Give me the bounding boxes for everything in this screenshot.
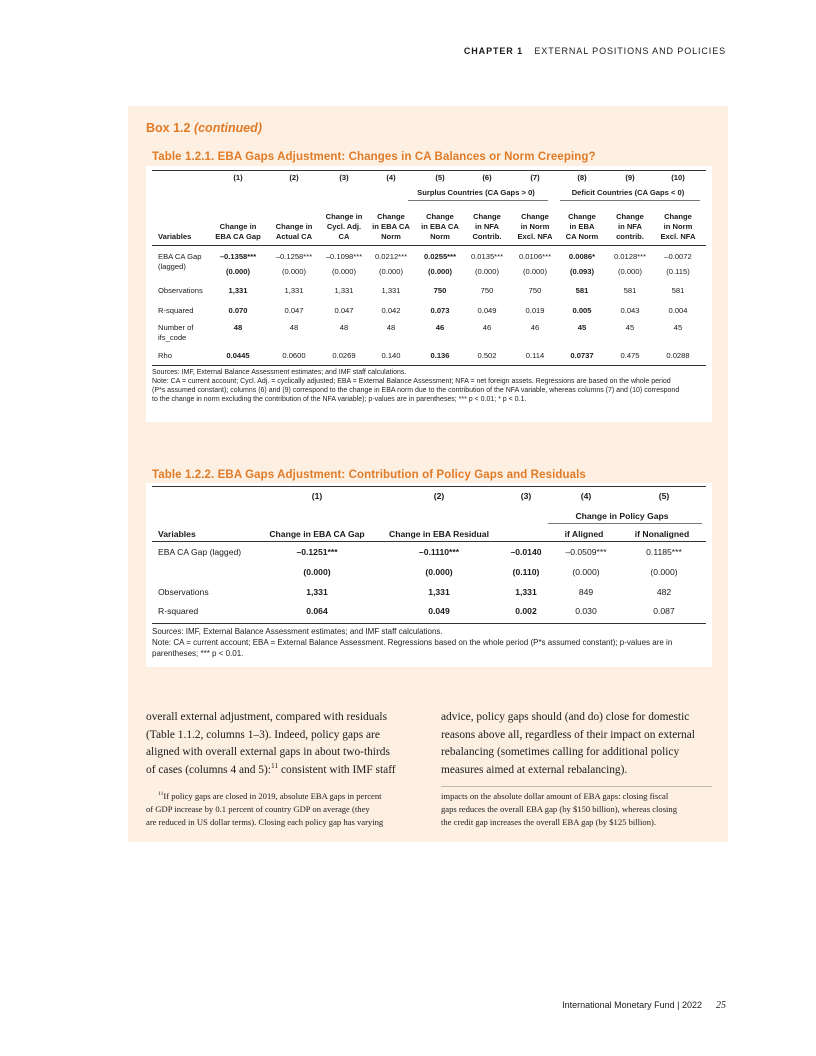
table1-col-head-line: Excl. NFA <box>660 232 696 241</box>
table1-row-label-line: ifs_code <box>158 333 187 342</box>
footnote-line <box>146 790 422 803</box>
table1-cell: 0.043 <box>620 306 640 315</box>
table1-cell: 0.0600 <box>282 351 306 360</box>
table2-title: Table 1.2.2. EBA Gaps Adjustment: Contribution of Policy Gaps and Residuals <box>152 469 586 481</box>
table1-col-number: (1) <box>233 173 243 182</box>
table1-col-head-line: Actual CA <box>275 232 313 241</box>
table1-cell: 0.0269 <box>332 351 356 360</box>
table1-col-head-line: Change <box>377 212 405 221</box>
table1-cell: 581 <box>623 286 637 295</box>
table1-row-label-line: R-squared <box>158 306 194 315</box>
footnote-left <box>146 790 422 828</box>
table1-col-head-line: in NFA <box>617 222 643 231</box>
table2-cell: –0.0509*** <box>565 547 607 557</box>
footnote-text: If policy gaps are closed in 2019, absolute EBA gaps in percent <box>163 791 382 801</box>
table2-cell: –0.1251*** <box>296 547 338 557</box>
table1-note-line: (P*s assumed constant); columns (6) and (9) correspond to the change in EBA norm due to the contribution of the NFA variable, whereas columns (7) and (10) correspond <box>152 386 680 394</box>
table1-cell: 0.0086* <box>568 252 596 261</box>
table1-col-number: (4) <box>386 173 396 182</box>
body-line: overall external adjustment, compared with residuals <box>146 711 388 723</box>
table1-row-label <box>158 351 172 361</box>
table1-cell: 1,331 <box>284 286 304 295</box>
table1-col-head-line: Change in <box>325 212 363 221</box>
table1-note <box>152 378 712 404</box>
footnote-ref[interactable]: 11 <box>270 760 279 770</box>
table1-col-head-line: Change <box>473 212 501 221</box>
table1-cell: 48 <box>233 323 243 332</box>
table1-col-head-line: in EBA CA <box>372 222 410 231</box>
body-line: (Table 1.1.2, columns 1–3). Indeed, policy gaps are <box>146 728 380 741</box>
table1-cell: 0.0135*** <box>470 252 504 261</box>
table2-col-head: Change in EBA CA Gap <box>269 529 365 539</box>
table1-col-number: (7) <box>530 173 540 182</box>
table1-col-head-line: contrib. <box>616 232 644 241</box>
table1-cell: 0.042 <box>381 306 401 315</box>
table1-col-head-line: in EBA <box>569 222 595 231</box>
table2-cell: (0.110) <box>512 567 540 577</box>
table1-cell: 0.114 <box>525 351 545 360</box>
table2-col-number: (5) <box>658 491 670 501</box>
table1-cell: 0.140 <box>381 351 401 360</box>
table1-cell: 0.004 <box>668 306 688 315</box>
table2-cell: 482 <box>656 587 672 597</box>
table1-cell: –0.1098*** <box>325 252 363 261</box>
table1-bottom-rule <box>152 365 706 366</box>
table1-cell: 45 <box>625 323 635 332</box>
table1-cell: –0.1358*** <box>219 252 257 261</box>
table1-col-head-line: in EBA CA <box>421 222 459 231</box>
table1-col-number: (10) <box>671 173 685 182</box>
footnote-line: impacts on the absolute dollar amount of EBA gaps: closing fiscal <box>441 791 669 801</box>
table2-cell: 1,331 <box>428 587 450 597</box>
table2-cell: (0.000) <box>303 567 331 577</box>
table1-col-number: (8) <box>577 173 587 182</box>
table1-col-number: (3) <box>339 173 349 182</box>
table1-cell: (0.093) <box>569 267 595 276</box>
table2-row-label: EBA CA Gap (lagged) <box>158 547 242 557</box>
table2-col-head: Change in EBA Residual <box>389 529 489 539</box>
box-title-main: Box 1.2 <box>146 121 194 135</box>
table2-panel <box>146 483 712 667</box>
table2-cell: 0.049 <box>428 606 450 616</box>
table1-col-head-line: Change <box>426 212 454 221</box>
table1-variables-label: Variables <box>158 232 192 241</box>
table2-top-rule <box>152 486 706 487</box>
table1-cell: 46 <box>435 323 445 332</box>
table1-col-head-line: Change <box>664 212 692 221</box>
table1-top-rule <box>152 170 706 171</box>
table1-col-head-line: Change in <box>275 222 313 231</box>
table1-note-line: Note: CA = current account; Cycl. Adj. = cyclically adjusted; EBA = External Balance Assessment; NFA = net foreign assets. Regressions are based on the whole period <box>152 378 671 385</box>
table2-col-number: (4) <box>580 491 592 501</box>
table1-col-head <box>366 212 416 242</box>
table1-cell: (0.000) <box>427 267 453 276</box>
table1-group-surplus: Surplus Countries (CA Gaps > 0) <box>417 188 535 197</box>
table1-note-line: to the change in norm excluding the contribution of the NFA variable); p-values are in parentheses; *** p < 0.01; * p < 0.1. <box>152 395 527 403</box>
section-label: EXTERNAL POSITIONS AND POLICIES <box>534 46 726 56</box>
table1-col-head-line: Change <box>616 212 644 221</box>
table1-col-head <box>605 212 655 242</box>
table1-col-head-line: Contrib. <box>472 232 502 241</box>
table2-col-number: (1) <box>311 491 323 501</box>
table2-cell: –0.1110*** <box>418 547 460 557</box>
table2-note-line: Note: CA = current account; EBA = External Balance Assessment. Regressions based on the whole period (P*s assumed constant); p-values are in <box>152 638 673 647</box>
table1-cell: 0.073 <box>430 306 450 315</box>
table1-head-rule <box>152 245 706 246</box>
table1-col-number: (9) <box>625 173 635 182</box>
footnote-rule <box>441 786 712 787</box>
table2-cell: 849 <box>578 587 594 597</box>
table1-cell: 0.136 <box>430 351 450 360</box>
table1-cell: 581 <box>671 286 685 295</box>
table1-cell: 45 <box>577 323 587 332</box>
table1-cell: (0.000) <box>331 267 357 276</box>
table1-cell: (0.115) <box>666 267 690 276</box>
footnote-right <box>441 790 717 828</box>
table1-col-head-line: Excl. NFA <box>517 232 553 241</box>
table1-cell: 0.070 <box>228 306 248 315</box>
body-right-column <box>441 709 716 779</box>
table1-row-label-line: Number of <box>158 323 194 332</box>
table2-bottom-rule <box>152 623 706 624</box>
table1-group-deficit: Deficit Countries (CA Gaps < 0) <box>571 188 685 197</box>
chapter-label: CHAPTER 1 <box>463 46 523 56</box>
footnote-line: the credit gap increases the overall EBA gap (by $125 billion). <box>441 816 657 827</box>
footnote-line: gaps reduces the overall EBA gap (by $150 billion), whereas closing <box>441 803 678 814</box>
table1-group-deficit-rule <box>560 200 700 201</box>
table1-cell: (0.000) <box>617 267 643 276</box>
table2-cell: 0.002 <box>515 606 537 616</box>
table1-row-label-line: (lagged) <box>158 262 186 271</box>
table1-cell: (0.000) <box>474 267 500 276</box>
table1-row-label <box>158 306 193 316</box>
page-footer <box>562 1000 726 1011</box>
table1-cell: 0.019 <box>525 306 545 315</box>
table1-cell: 0.502 <box>477 351 497 360</box>
table2-head-rule <box>152 541 706 542</box>
table2-variables-label: Variables <box>158 529 196 539</box>
table1-col-head-line: in Norm <box>520 222 550 231</box>
table1-row-label <box>158 286 203 296</box>
table2-cell: (0.000) <box>650 567 678 577</box>
table1-col-head <box>557 212 607 242</box>
table1-cell: (0.000) <box>378 267 404 276</box>
table1-cell: 1,331 <box>381 286 401 295</box>
table1-cell: 46 <box>482 323 492 332</box>
table1-cell: 0.047 <box>284 306 304 315</box>
table1-cell: –0.0072 <box>664 252 692 261</box>
table1-col-head-line: Change in <box>219 222 257 231</box>
table2-cell: (0.000) <box>572 567 600 577</box>
table2-cell: 0.064 <box>306 606 328 616</box>
table2-sources: Sources: IMF, External Balance Assessment estimates; and IMF staff calculations. <box>152 627 443 636</box>
table1-col-head <box>510 212 560 242</box>
running-head <box>464 46 726 56</box>
body-line-with-ref <box>146 762 418 780</box>
table2-cell: 1,331 <box>515 587 537 597</box>
table1-cell: 0.0106*** <box>518 252 552 261</box>
table1-cell: 46 <box>530 323 540 332</box>
table1-col-head <box>415 212 465 242</box>
table2-cell: 0.087 <box>653 606 675 616</box>
table1-cell: 0.049 <box>477 306 497 315</box>
publisher-line: International Monetary Fund | 2022 <box>562 1000 702 1010</box>
table1-col-head <box>213 222 263 242</box>
table1-cell: 0.475 <box>620 351 640 360</box>
table1-col-head-line: Norm <box>430 232 450 241</box>
table1-cell: 0.0212*** <box>374 252 408 261</box>
body-line: advice, policy gaps should (and do) close for domestic <box>441 711 690 723</box>
table2-col-number: (3) <box>520 491 532 501</box>
table1-col-head-line: CA Norm <box>565 232 599 241</box>
table2-cell: 1,331 <box>306 587 328 597</box>
table1-row-label-line: EBA CA Gap <box>158 252 202 261</box>
table1-col-head-line: Change <box>521 212 549 221</box>
page-number: 25 <box>716 1000 726 1011</box>
table1-sources: Sources: IMF, External Balance Assessment estimates; and IMF staff calculations. <box>152 369 407 376</box>
footnote-line: are reduced in US dollar terms). Closing each policy gap has varying <box>146 816 384 827</box>
body-line: reasons above all, regardless of their impact on external <box>441 728 695 741</box>
table1-cell: 1,331 <box>334 286 354 295</box>
table1-row-label-line: Observations <box>158 286 203 295</box>
table1-cell: 45 <box>673 323 683 332</box>
table2-cell: –0.0140 <box>510 547 542 557</box>
table1-col-head-line: Change <box>568 212 596 221</box>
table1-col-head <box>319 212 369 242</box>
table1-cell: 1,331 <box>228 286 248 295</box>
table1-col-head <box>462 212 512 242</box>
body-line: of cases (columns 4 and 5): <box>146 763 271 776</box>
footnote-line: of GDP increase by 0.1 percent of country GDP on average (they <box>146 803 370 814</box>
table1-row-label <box>158 252 201 272</box>
body-left-column <box>146 709 418 779</box>
table1-col-head-line: Cycl. Adj. <box>326 222 362 231</box>
table2-cell: 0.030 <box>575 606 597 616</box>
table2-col-number: (2) <box>433 491 445 501</box>
table1-col-head-line: Norm <box>381 232 401 241</box>
table1-panel <box>146 166 712 422</box>
body-line: measures aimed at external rebalancing). <box>441 763 628 776</box>
table1-cell: 48 <box>289 323 299 332</box>
table1-cell: –0.1258*** <box>275 252 313 261</box>
table1-title: Table 1.2.1. EBA Gaps Adjustment: Changes in CA Balances or Norm Creeping? <box>152 151 596 163</box>
table2-row-label: R-squared <box>158 606 199 616</box>
table1-col-number: (2) <box>289 173 299 182</box>
table2-group-rule <box>548 523 702 524</box>
table1-cell: 0.005 <box>572 306 592 315</box>
body-line: aligned with overall external gaps in about two-thirds <box>146 746 390 759</box>
table1-row-label <box>158 323 193 343</box>
table2-col-head: if Nonaligned <box>634 529 690 539</box>
table1-cell: 750 <box>528 286 542 295</box>
table1-row-label-line: Rho <box>158 351 172 360</box>
table1-col-head-line: CA <box>338 232 350 241</box>
table1-cell: 750 <box>433 286 447 295</box>
table1-col-head-line: EBA CA Gap <box>215 232 261 241</box>
table1-cell: 0.0128*** <box>613 252 647 261</box>
body-line-tail: consistent with IMF staff <box>278 763 396 776</box>
table1-col-head-line: in Norm <box>663 222 693 231</box>
table1-col-head <box>269 222 319 242</box>
table2-cell: (0.000) <box>425 567 453 577</box>
table1-cell: 0.047 <box>334 306 354 315</box>
table2-col-head: if Aligned <box>564 529 604 539</box>
table1-cell: 750 <box>480 286 494 295</box>
table1-cell: 0.0737 <box>570 351 594 360</box>
box-title-continued: (continued) <box>193 121 262 135</box>
table1-group-surplus-rule <box>408 200 548 201</box>
table1-cell: 48 <box>339 323 349 332</box>
table2-row-label: Observations <box>158 587 209 597</box>
table1-col-number: (5) <box>435 173 445 182</box>
table2-cell: 0.1185*** <box>646 547 682 557</box>
table1-cell: 0.0445 <box>226 351 250 360</box>
table1-cell: (0.000) <box>281 267 307 276</box>
table2-note <box>152 638 712 659</box>
table1-col-head <box>653 212 703 242</box>
footnote-number: 11 <box>158 791 164 798</box>
table1-col-head-line: in NFA <box>474 222 500 231</box>
table2-group-policy: Change in Policy Gaps <box>575 511 669 521</box>
box-title <box>146 121 262 135</box>
body-line: rebalancing (sometimes calling for additional policy <box>441 746 680 759</box>
table1-cell: 0.0288 <box>666 351 690 360</box>
table1-col-number: (6) <box>482 173 492 182</box>
table1-cell: (0.000) <box>522 267 548 276</box>
table1-cell: 48 <box>386 323 396 332</box>
table1-cell: (0.000) <box>225 267 251 276</box>
table2-note-line: parentheses; *** p < 0.01. <box>152 648 244 658</box>
table1-cell: 581 <box>575 286 589 295</box>
table1-cell: 0.0255*** <box>423 252 457 261</box>
